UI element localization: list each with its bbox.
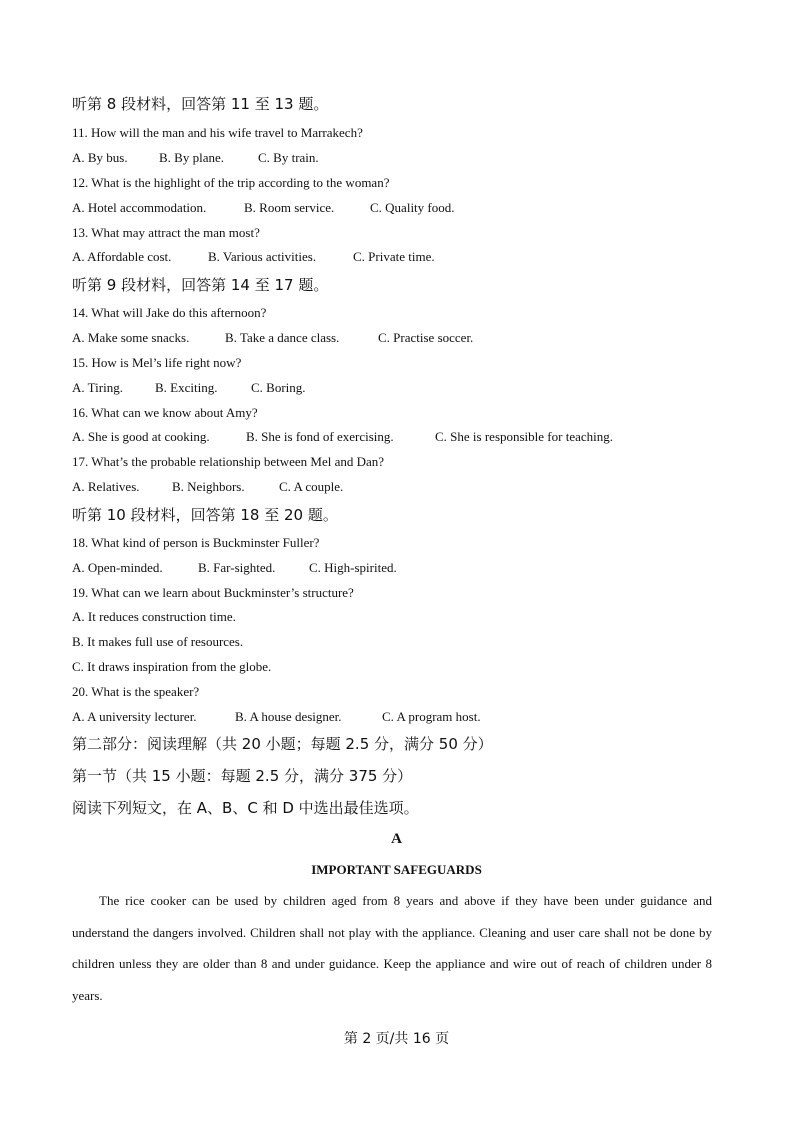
option-c: C. A program host.: [382, 709, 481, 724]
option-c: C. Private time.: [353, 249, 435, 264]
section-8-heading: 听第 8 段材料，回答第 11 至 13 题。: [72, 95, 329, 113]
question-13: 13. What may attract the man most?: [72, 225, 260, 240]
option-b: B. Far-sighted.: [198, 560, 276, 575]
question-19-option-c: C. It draws inspiration from the globe.: [72, 659, 272, 674]
question-15: 15. How is Mel’s life right now?: [72, 355, 242, 370]
part-2-heading: 第二部分：阅读理解（共 20 小题；每题 2.5 分，满分 50 分）: [72, 735, 493, 753]
option-a: A. Tiring.: [72, 380, 123, 395]
section-10-heading: 听第 10 段材料，回答第 18 至 20 题。: [72, 506, 338, 524]
option-a: A. Make some snacks.: [72, 330, 190, 345]
option-b: B. By plane.: [159, 150, 224, 165]
option-b: B. Room service.: [244, 200, 335, 215]
question-19: 19. What can we learn about Buckminster’s structure?: [72, 585, 354, 600]
question-17: 17. What’s the probable relationship between Mel and Dan?: [72, 454, 385, 469]
question-12-options: [72, 200, 455, 216]
option-b: B. She is fond of exercising.: [246, 429, 394, 444]
question-14-options: [72, 330, 473, 346]
option-c: C. By train.: [258, 150, 319, 165]
page-number: 第 2 页/共 16 页: [343, 1031, 450, 1047]
option-b: B. Take a dance class.: [225, 330, 340, 345]
question-15-options: [72, 380, 306, 396]
passage-paragraph: The rice cooker can be used by children aged from 8 years and above if they have been under guidance and understand the dangers involved. Children shall not play with the appliance. Cleaning and user care shall not be done by children unless they are older than 8 and under guidance. Keep the appliance and wire out of reach of children under 8 years.: [72, 893, 712, 1003]
question-16-options: [72, 429, 613, 445]
option-a: A. Hotel accommodation.: [72, 200, 207, 215]
option-a: A. Open-minded.: [72, 560, 163, 575]
option-b: B. Exciting.: [155, 380, 218, 395]
option-a: A. Affordable cost.: [72, 249, 172, 264]
option-b: B. Various activities.: [208, 249, 317, 264]
option-c: C. A couple.: [279, 479, 344, 494]
question-19-option-b: B. It makes full use of resources.: [72, 634, 244, 649]
option-c: C. Boring.: [251, 380, 306, 395]
section-9-heading: 听第 9 段材料，回答第 14 至 17 题。: [72, 276, 329, 294]
option-a: A. Relatives.: [72, 479, 140, 494]
question-19-option-a: A. It reduces construction time.: [72, 609, 236, 624]
question-12: 12. What is the highlight of the trip according to the woman?: [72, 175, 390, 190]
part-2-instruction: 阅读下列短文，在 A、B、C 和 D 中选出最佳选项。: [72, 799, 419, 817]
passage-label: A: [391, 831, 402, 847]
option-a: A. She is good at cooking.: [72, 429, 210, 444]
option-b: B. Neighbors.: [172, 479, 245, 494]
option-c: C. High-spirited.: [309, 560, 397, 575]
option-c: C. Quality food.: [370, 200, 455, 215]
question-20: 20. What is the speaker?: [72, 684, 200, 699]
question-16: 16. What can we know about Amy?: [72, 405, 258, 420]
question-13-options: [72, 249, 435, 265]
question-11-options: [72, 150, 319, 166]
question-18-options: [72, 560, 397, 576]
part-2-subheading: 第一节（共 15 小题：每题 2.5 分，满分 375 分）: [72, 767, 413, 785]
question-18: 18. What kind of person is Buckminster Fuller?: [72, 535, 320, 550]
option-a: A. By bus.: [72, 150, 128, 165]
passage-title: IMPORTANT SAFEGUARDS: [311, 862, 482, 877]
option-c: C. She is responsible for teaching.: [435, 429, 613, 444]
question-11: 11. How will the man and his wife travel to Marrakech?: [72, 125, 363, 140]
option-b: B. A house designer.: [235, 709, 342, 724]
question-14: 14. What will Jake do this afternoon?: [72, 305, 267, 320]
question-17-options: [72, 479, 343, 495]
question-20-options: [72, 709, 481, 725]
option-a: A. A university lecturer.: [72, 709, 197, 724]
option-c: C. Practise soccer.: [378, 330, 474, 345]
